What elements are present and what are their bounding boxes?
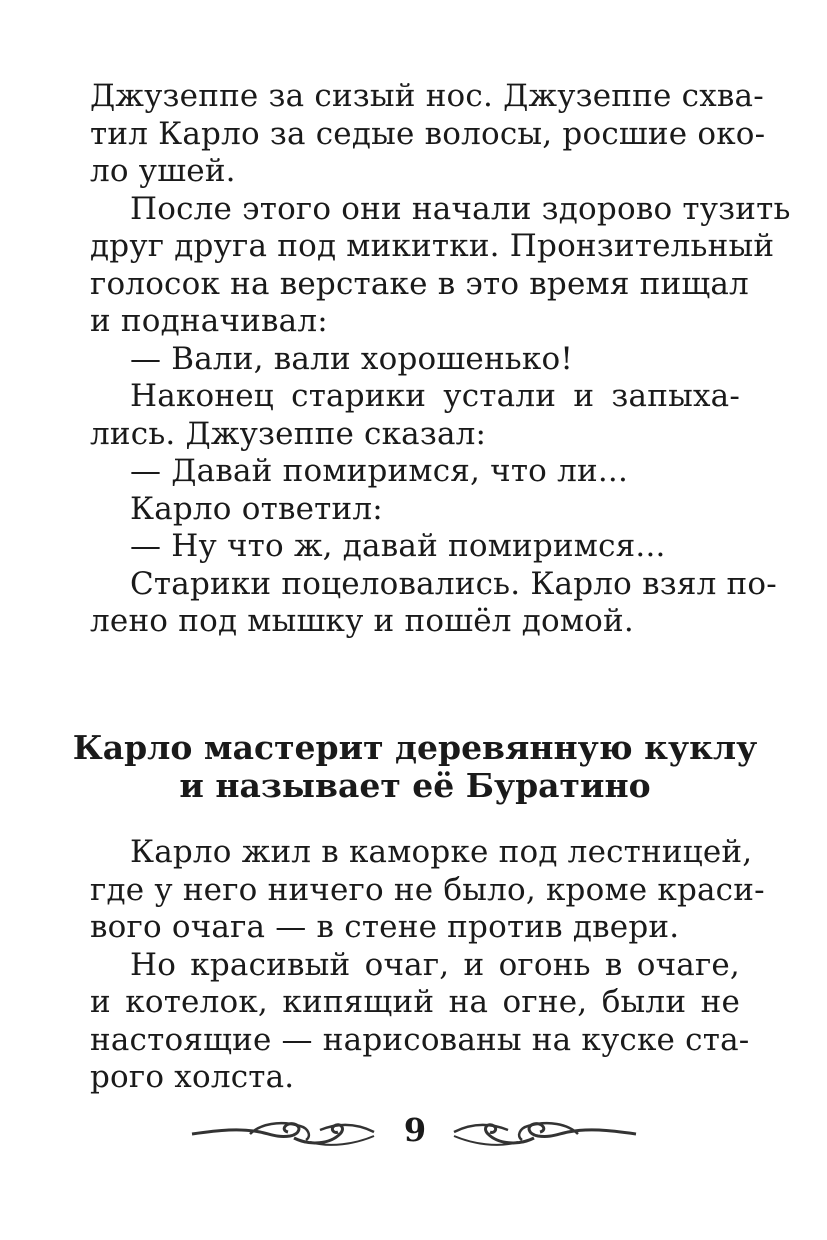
- chapter-title-line-2: и называет её Буратино: [179, 766, 651, 805]
- text-line: и подначивал:: [90, 303, 328, 339]
- page-number: 9: [403, 1111, 427, 1149]
- text-line: тил Карло за седые волосы, росшие око-: [90, 115, 766, 152]
- chapter-title-line-1: Карло мастерит деревянную куклу: [72, 728, 758, 767]
- page-footer: [190, 1108, 640, 1158]
- text-line: вого очага — в стене против двери.: [90, 909, 680, 945]
- flourish-ornament-icon: [190, 1116, 380, 1150]
- text-line: настоящие — нарисованы на куске ста-: [90, 1021, 750, 1058]
- text-line: Джузеппе за сизый нос. Джузеппе схва-: [90, 78, 764, 114]
- body-text-top: [90, 78, 791, 641]
- text-line: Карло ответил:: [130, 490, 383, 527]
- text-line: — Ну что ж, давай помиримся...: [130, 528, 666, 564]
- text-line: рого холста.: [90, 1059, 295, 1095]
- body-text-bottom: [90, 834, 765, 1097]
- text-line: и котелок, кипящий на огне, были не: [90, 984, 740, 1020]
- text-line: Старики поцеловались. Карло взял по-: [130, 565, 777, 602]
- text-line: лись. Джузеппе сказал:: [90, 415, 487, 452]
- text-line: — Вали, вали хорошенько!: [130, 340, 573, 377]
- text-line: Наконец старики устали и запыха-: [130, 378, 740, 414]
- text-line: — Давай помиримся, что ли...: [130, 453, 629, 489]
- flourish-ornament-icon: [448, 1116, 638, 1150]
- text-line: голосок на верстаке в это время пищал: [90, 265, 749, 302]
- text-line: где у него ничего не было, кроме краси-: [90, 871, 765, 908]
- text-line: лено под мышку и пошёл домой.: [90, 603, 634, 639]
- text-line: После этого они начали здорово тузить: [130, 190, 791, 227]
- text-line: Карло жил в каморке под лестницей,: [130, 834, 753, 870]
- text-line: Но красивый очаг, и огонь в очаге,: [130, 946, 740, 983]
- text-line: ло ушей.: [90, 153, 236, 189]
- text-line: друг друга под микитки. Пронзительный: [90, 228, 775, 264]
